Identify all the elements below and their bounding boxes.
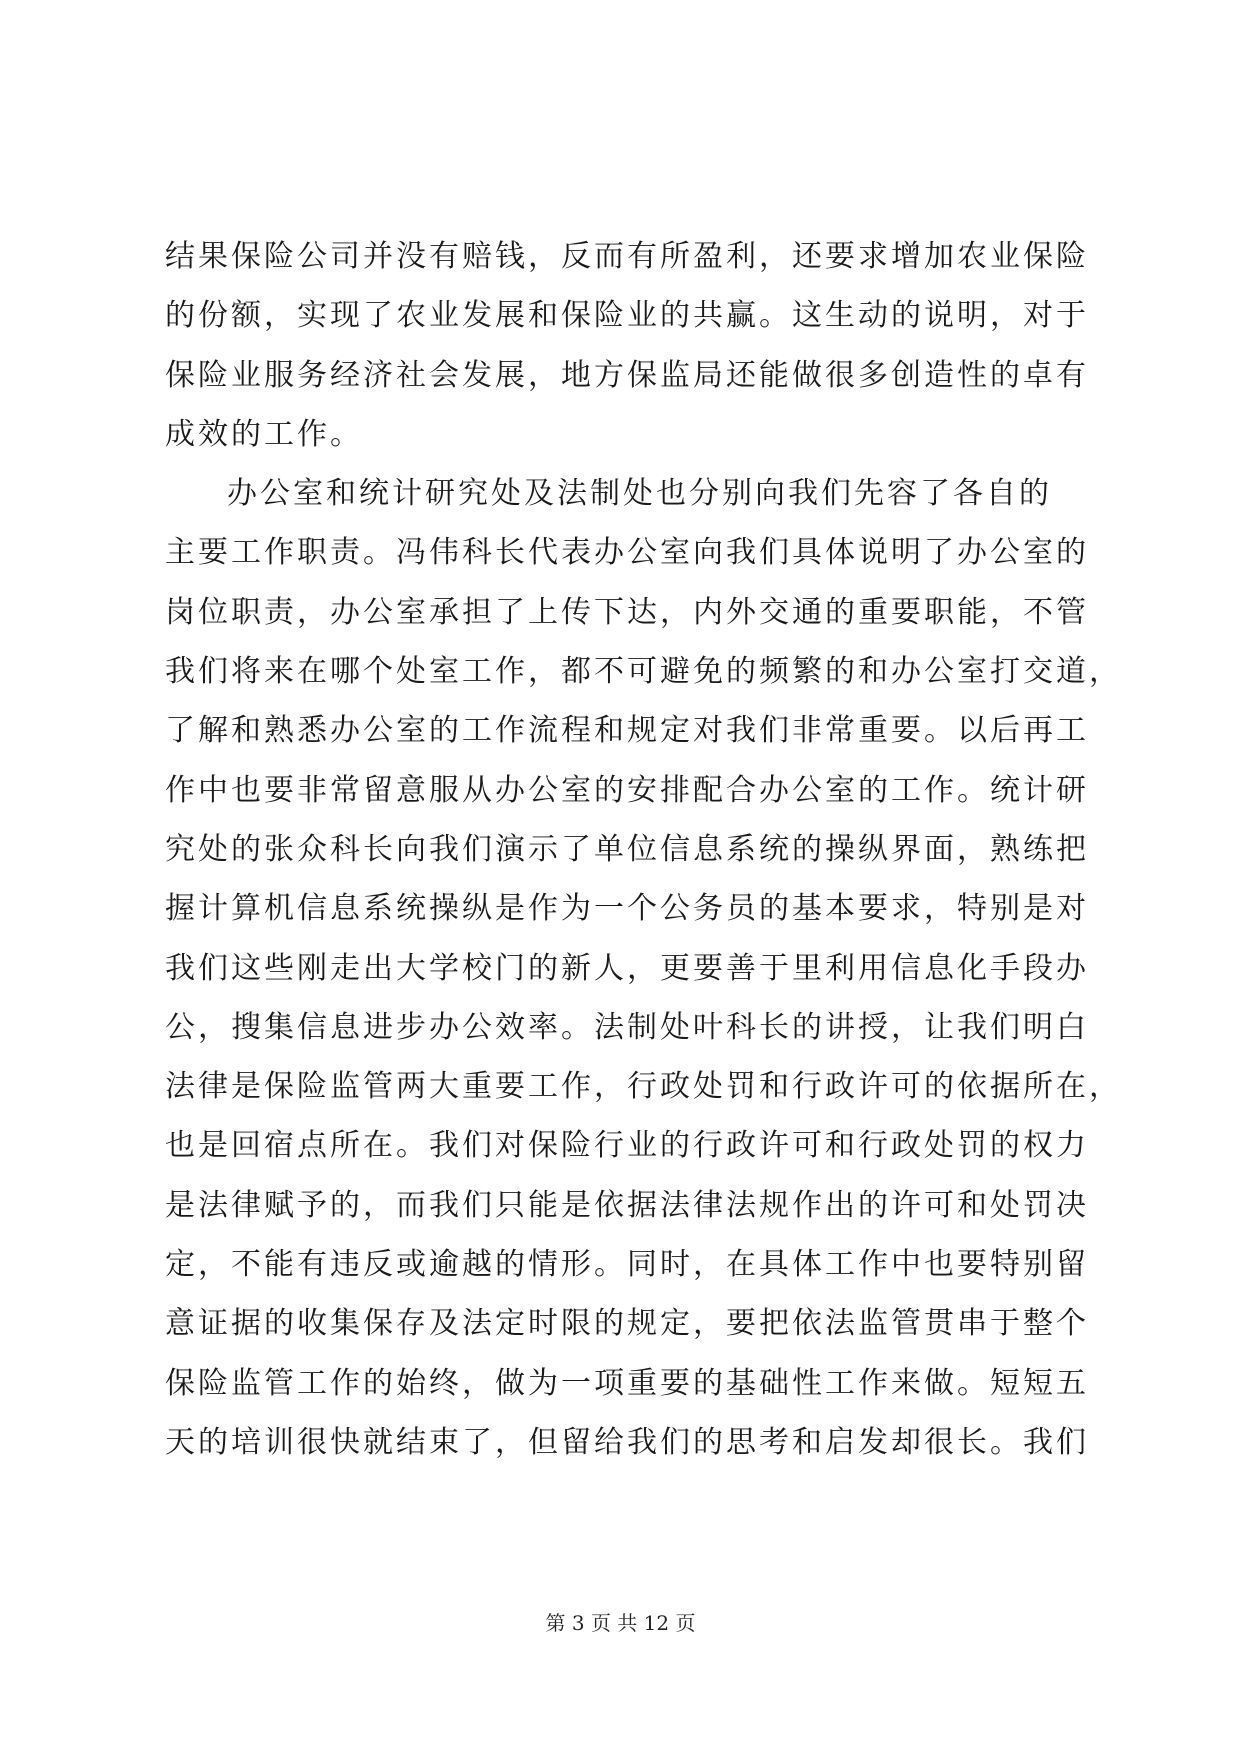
text-line: 法律是保险监管两大重要工作，行政处罚和行政许可的依据所在， — [165, 1069, 1122, 1105]
text-line: 握计算机信息系统操纵是作为一个公务员的基本要求，特别是对 — [165, 891, 1089, 927]
text-line: 也是回宿点所在。我们对保险行业的行政许可和行政处罚的权力 — [165, 1128, 1089, 1164]
text-line: 我们这些刚走出大学校门的新人，更要善于里利用信息化手段办 — [165, 950, 1089, 986]
text-line: 保险业服务经济社会发展，地方保监局还能做很多创造性的卓有 — [165, 357, 1089, 393]
text-line: 意证据的收集保存及法定时限的规定，要把依法监管贯串于整个 — [165, 1306, 1089, 1342]
text-line: 保险监管工作的始终，做为一项重要的基础性工作来做。短短五 — [165, 1365, 1089, 1401]
text-line: 我们将来在哪个处室工作，都不可避免的频繁的和办公室打交道， — [165, 654, 1122, 690]
text-line: 主要工作职责。冯伟科长代表办公室向我们具体说明了办公室的 — [165, 535, 1089, 571]
body-text — [165, 227, 1122, 1472]
text-line: 成效的工作。 — [165, 416, 363, 452]
text-line: 结果保险公司并没有赔钱，反而有所盈利，还要求增加农业保险 — [165, 239, 1089, 274]
text-line: 定，不能有违反或逾越的情形。同时，在具体工作中也要特别留 — [165, 1247, 1089, 1283]
text-line: 究处的张众科长向我们演示了单位信息系统的操纵界面，熟练把 — [165, 831, 1089, 867]
text-line: 天的培训很快就结束了，但留给我们的思考和启发却很长。我们 — [165, 1424, 1089, 1460]
text-line: 岗位职责，办公室承担了上传下达，内外交通的重要职能，不管 — [165, 594, 1089, 630]
paragraph-first-line: 办公室和统计研究处及法制处也分别向我们先容了各自的 — [227, 476, 1052, 512]
page-number-footer: 第 3 页 共 12 页 — [545, 1611, 696, 1635]
text-line: 的份额，实现了农业发展和保险业的共赢。这生动的说明，对于 — [165, 298, 1089, 334]
text-line: 是法律赋予的，而我们只能是依据法律法规作出的许可和处罚决 — [165, 1187, 1089, 1223]
text-line: 作中也要非常留意服从办公室的安排配合办公室的工作。统计研 — [165, 772, 1089, 808]
text-line: 了解和熟悉办公室的工作流程和规定对我们非常重要。以后再工 — [165, 713, 1089, 749]
text-line: 公，搜集信息进步办公效率。法制处叶科长的讲授，让我们明白 — [165, 1009, 1089, 1045]
